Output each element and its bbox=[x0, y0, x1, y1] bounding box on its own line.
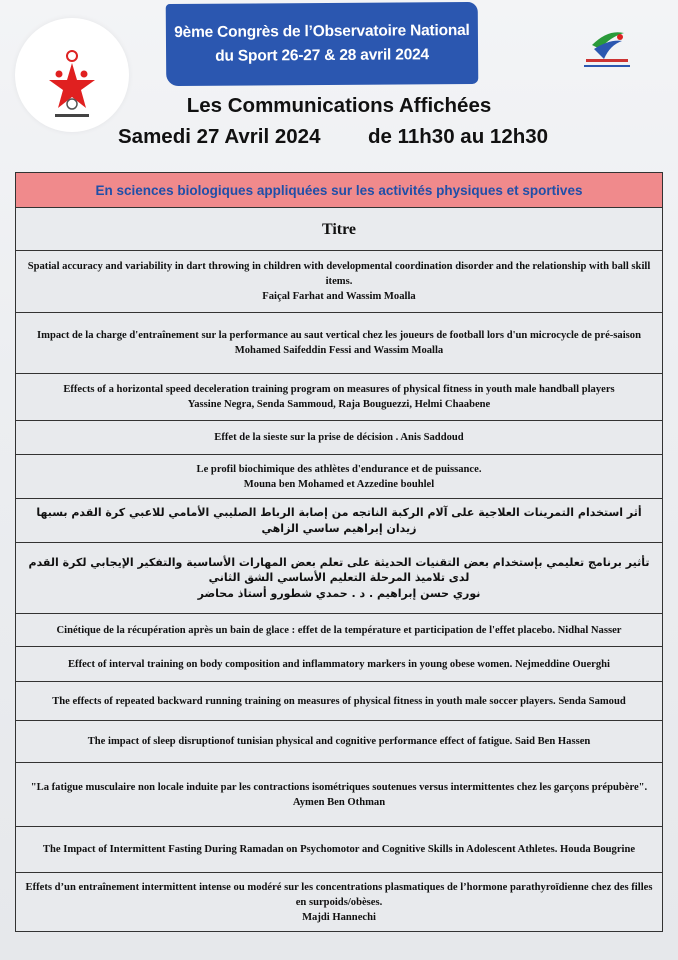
communication-title: The Impact of Intermittent Fasting During Ramadan on Psychomotor and Cognitive Skills in Adolescent Athletes. Houda Bougrine bbox=[42, 844, 636, 855]
communication-title: أثر استخدام التمرينات العلاجية على آلام الركبة الناتجه من إصابة الرباط الصليبي الأمامي للاعبي كرة القدم بسبها bbox=[36, 506, 642, 519]
communication-title: Spatial accuracy and variability in dart throwing in children with developmental coordination disorder and the relationship with ball skill items. bbox=[27, 261, 651, 287]
authors: Mohamed Saifeddin Fessi and Wassim Moalla bbox=[234, 345, 444, 356]
communication-title: Cinétique de la récupération après un bain de glace : effet de la température et participation de l'effet placebo. Nidhal Nasser bbox=[56, 624, 622, 636]
table-row bbox=[16, 251, 663, 313]
communication-cell bbox=[16, 827, 663, 873]
communication-cell bbox=[16, 543, 663, 614]
table-row bbox=[16, 455, 663, 499]
authors: Mouna ben Mohamed et Azzedine bouhlel bbox=[243, 478, 435, 490]
authors: Majdi Hannechi bbox=[302, 911, 376, 923]
communication-cell bbox=[16, 763, 663, 827]
authors: Faiçal Farhat and Wassim Moalla bbox=[262, 291, 416, 302]
table-row bbox=[16, 499, 663, 543]
table-row bbox=[16, 313, 663, 374]
communication-title: Effects of a horizontal speed deceleration training program on measures of physical fitness in youth male handball players bbox=[63, 384, 615, 395]
communication-title: Effect of interval training on body composition and inflammatory markers in young obese women. Nejmeddine Ouerghi bbox=[67, 658, 611, 670]
communications-table bbox=[15, 172, 663, 932]
table-row bbox=[16, 543, 663, 614]
communication-title: "La fatigue musculaire non locale induite par les contractions isométriques soutenues versus intermittentes chez les garçons prépubère". bbox=[30, 781, 648, 793]
communication-cell bbox=[16, 313, 663, 374]
communication-title: The effects of repeated backward running training on measures of physical fitness in youth male soccer players. Senda Samoud bbox=[52, 695, 626, 707]
communication-cell bbox=[16, 682, 663, 721]
communication-cell bbox=[16, 721, 663, 763]
communication-cell bbox=[16, 251, 663, 313]
authors: Aymen Ben Othman bbox=[292, 796, 386, 808]
table-row bbox=[16, 873, 663, 932]
table-row bbox=[16, 827, 663, 873]
observatory-logo bbox=[570, 15, 644, 75]
table-row bbox=[16, 614, 663, 647]
communication-title: The impact of sleep disruptionof tunisian physical and cognitive performance effect of fatigue. Said Ben Hassen bbox=[87, 736, 591, 747]
table-row bbox=[16, 374, 663, 421]
authors: Yassine Negra, Senda Sammoud, Raja Bouguezzi, Helmi Chaabene bbox=[187, 399, 491, 410]
category-row bbox=[16, 173, 663, 208]
table-row bbox=[16, 421, 663, 455]
congress-banner bbox=[166, 2, 479, 86]
communication-cell bbox=[16, 421, 663, 455]
communication-title: Le profil biochimique des athlètes d'endurance et de puissance. bbox=[196, 463, 482, 475]
communication-cell bbox=[16, 647, 663, 682]
banner-line-1: 9ème Congrès de l’Observatoire National bbox=[174, 21, 470, 42]
page-title: Les Communications Affichées bbox=[186, 94, 492, 117]
header-row bbox=[16, 208, 663, 251]
banner-line-2: du Sport 26-27 & 28 avril 2024 bbox=[215, 46, 429, 65]
table-row bbox=[16, 647, 663, 682]
communication-cell bbox=[16, 873, 663, 932]
communication-cell bbox=[16, 499, 663, 543]
table-row bbox=[16, 763, 663, 827]
table-row bbox=[16, 682, 663, 721]
event-time: de 11h30 au 12h30 bbox=[368, 125, 549, 148]
communication-title: Effet de la sieste sur la prise de décision . Anis Saddoud bbox=[214, 432, 464, 443]
communication-title: تأثير برنامج تعليمي بإستخدام بعض التقنيات الحديثة على تعلم بعض المهارات الأساسية والتفكير الإيجابي لكرة القدم لدى تلاميذ المرحلة التعليم الأساسي الشق الثاني bbox=[28, 555, 650, 585]
event-date: Samedi 27 Avril 2024 bbox=[118, 125, 321, 148]
category-label: En sciences biologiques appliquées sur les activités physiques et sportives bbox=[16, 173, 663, 208]
communication-cell bbox=[16, 374, 663, 421]
communication-title: Impact de la charge d'entraînement sur la performance au saut vertical chez les joueurs de football lors d'un microcycle de pré-saison bbox=[37, 330, 641, 341]
authors: نوري حسن إبراهيم . د . حمدي شطورو أستاذ محاضر bbox=[197, 586, 481, 600]
column-header-titre: Titre bbox=[16, 208, 663, 251]
communication-title: Effets d’un entraînement intermittent intense ou modéré sur les concentrations plasmatiques de l’hormone parathyroïdienne chez des filles en surpoids/obèses. bbox=[25, 881, 653, 908]
table-row bbox=[16, 721, 663, 763]
authors: زيدان إبراهيم ساسي الزاهي bbox=[261, 521, 417, 535]
communication-cell bbox=[16, 455, 663, 499]
communication-cell bbox=[16, 614, 663, 647]
